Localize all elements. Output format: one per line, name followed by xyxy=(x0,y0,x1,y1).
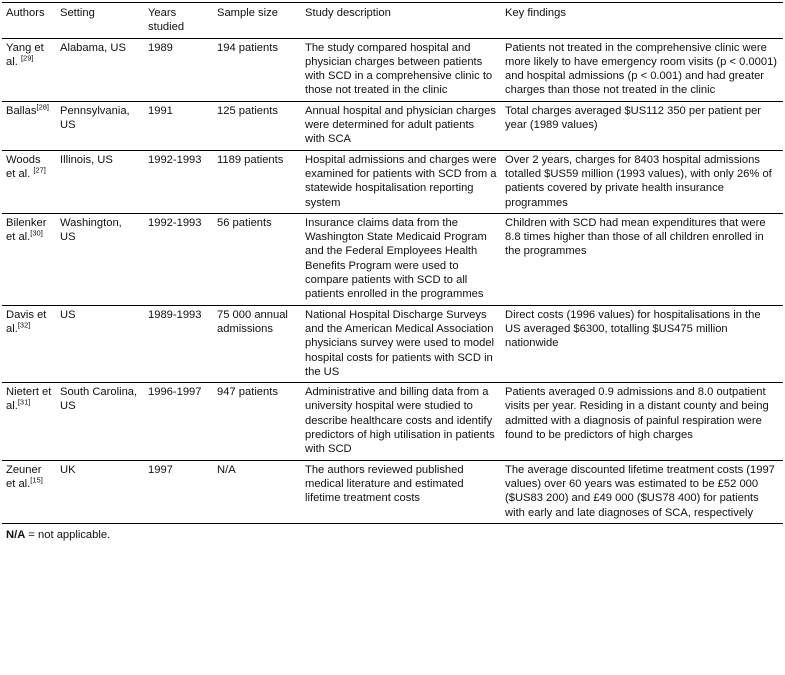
reference-number: [31] xyxy=(17,397,31,407)
cell-years: 1992-1993 xyxy=(148,216,202,229)
cell-findings: Patients not treated in the comprehensive clinic were more likely to have emergency room visits (p < 0.0001) and hospital admissions (p < 0.001) and had greater charges than those not treated in the clinic xyxy=(505,41,778,97)
header-setting: Setting xyxy=(60,7,95,19)
cell-description: Insurance claims data from the Washington State Medicaid Program and the Federal Employees Health Benefits Program were used to compare patients with SCD to all patients enrolled in the programmes xyxy=(305,216,487,301)
author-name: Ballas xyxy=(6,104,37,117)
table-row xyxy=(2,460,783,523)
header-study-description: Study description xyxy=(305,7,391,19)
cell-years: 1989-1993 xyxy=(148,308,202,321)
cell-author xyxy=(2,101,56,150)
header-sample-size: Sample size xyxy=(217,7,278,19)
cell-setting: Pennsylvania, US xyxy=(60,104,130,132)
reference-number: [29] xyxy=(20,53,34,63)
reference-number: [32] xyxy=(17,320,31,330)
table-row xyxy=(2,383,783,460)
table-footnote xyxy=(6,528,785,542)
cell-years: 1989 xyxy=(148,41,173,54)
cell-description: The study compared hospital and physician charges between patients with SCD in a comprehensive clinic to those not treated in the clinic xyxy=(305,41,493,97)
reference-number: [15] xyxy=(30,475,43,485)
cell-description: The authors reviewed published medical literature and estimated lifetime treatment costs xyxy=(305,463,464,505)
cell-findings: Over 2 years, charges for 8403 hospital admissions totalled $US59 million (1993 values), with only 26% of patients covered by private health insurance programmes xyxy=(505,153,772,209)
footnote-abbreviation: N/A xyxy=(6,528,26,541)
cell-author xyxy=(2,213,56,305)
reference-number: [27] xyxy=(33,165,46,175)
cell-sample-size: 75 000 annual admissions xyxy=(217,308,288,335)
cell-author xyxy=(2,38,56,101)
table-row xyxy=(2,305,783,382)
cell-sample-size: 194 patients xyxy=(217,41,278,54)
table-header-row xyxy=(2,3,783,39)
reference-number: [30] xyxy=(30,228,43,238)
cell-findings: Direct costs (1996 values) for hospitalisations in the US averaged $6300, totalling $US475 million nationwide xyxy=(505,308,761,350)
cell-description: National Hospital Discharge Surveys and the American Medical Association physicians survey were used to model hospital costs for patients with SCD in the US xyxy=(305,308,495,378)
cell-years: 1996-1997 xyxy=(148,386,202,399)
cell-setting: Illinois, US xyxy=(60,153,113,166)
cell-sample-size: 56 patients xyxy=(217,216,272,229)
cell-findings: Children with SCD had mean expenditures that were 8.8 times higher than those of all children enrolled in the programmes xyxy=(505,216,766,258)
cell-author xyxy=(2,305,56,382)
cell-setting: Alabama, US xyxy=(60,41,126,54)
cell-findings: The average discounted lifetime treatment costs (1997 values) over 60 years was estimated to be £52 000 ($US83 200) and £49 000 ($US78 400) for patients with early and late diagnoses of SCA, respectively xyxy=(505,463,775,519)
author-name: Davis et al. xyxy=(6,308,47,335)
studies-table xyxy=(2,2,783,524)
author-name: Nietert et al. xyxy=(6,386,52,413)
cell-setting: Washington, US xyxy=(60,216,122,244)
cell-setting: South Carolina, US xyxy=(60,386,138,413)
reference-number: [28] xyxy=(36,102,49,112)
cell-findings: Patients averaged 0.9 admissions and 8.0 outpatient visits per year. Residing in a distant county and being admitted with a diagnosis of painful respiration were found to be predictors of high charges xyxy=(505,386,769,442)
footnote-text: = not applicable. xyxy=(25,528,111,541)
author-name: Yang et al. xyxy=(6,41,44,68)
cell-setting: UK xyxy=(60,463,76,476)
cell-author xyxy=(2,383,56,460)
author-name: Bilenker et al. xyxy=(6,216,47,244)
cell-sample-size: 1189 patients xyxy=(217,153,284,166)
cell-years: 1997 xyxy=(148,463,173,476)
header-years-studied: Years studied xyxy=(148,7,185,34)
author-name: Zeuner et al. xyxy=(6,463,42,490)
table-row xyxy=(2,150,783,213)
table-row xyxy=(2,38,783,101)
header-key-findings: Key findings xyxy=(505,7,566,19)
author-name: Woods et al. xyxy=(6,153,41,180)
cell-sample-size: 947 patients xyxy=(217,386,278,399)
cell-years: 1991 xyxy=(148,104,173,117)
cell-findings: Total charges averaged $US112 350 per patient per year (1989 values) xyxy=(505,104,762,132)
cell-setting: US xyxy=(60,308,76,321)
cell-author xyxy=(2,150,56,213)
cell-description: Administrative and billing data from a university hospital were studied to describe healthcare costs and identify predictors of high utilisation in patients with SCD xyxy=(305,386,495,456)
cell-description: Hospital admissions and charges were examined for patients with SCD from a statewide hospitalisation reporting system xyxy=(305,153,497,209)
table-row xyxy=(2,213,783,305)
cell-author xyxy=(2,460,56,523)
table-row xyxy=(2,101,783,150)
cell-years: 1992-1993 xyxy=(148,153,202,166)
header-authors: Authors xyxy=(6,7,45,19)
cell-sample-size: 125 patients xyxy=(217,104,278,117)
cell-description: Annual hospital and physician charges were determined for adult patients with SCA xyxy=(305,104,496,146)
cell-sample-size: N/A xyxy=(217,463,236,476)
